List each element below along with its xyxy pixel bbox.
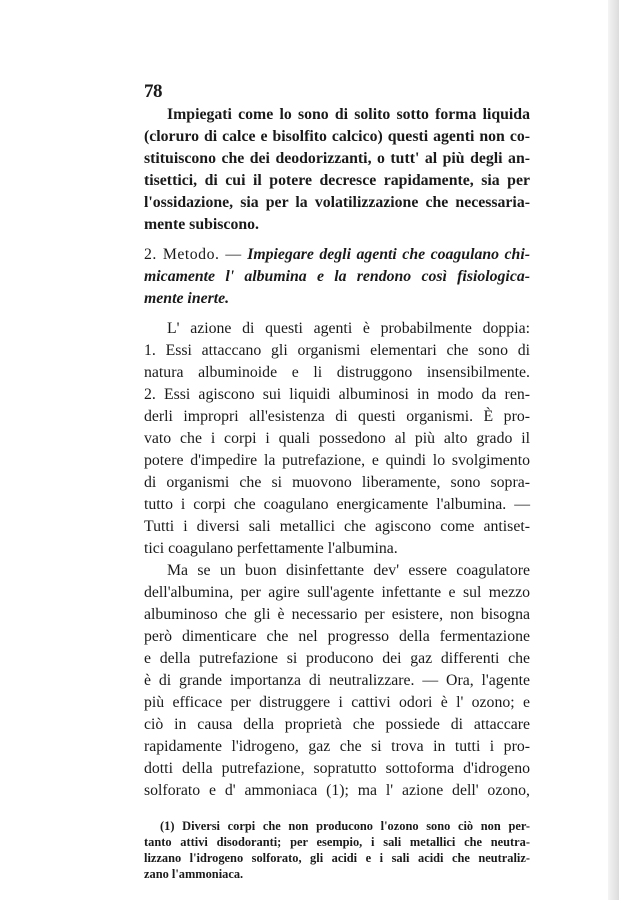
paragraph3-line: dotti della putrefazione, sopratutto sottoforma d'idrogeno bbox=[144, 760, 530, 777]
method-line bbox=[144, 244, 530, 266]
paragraph2-line: Tutti i diversi sali metallici che agiscono come antiset- bbox=[144, 518, 530, 535]
paragraph2-line: potere d'impedire la putrefazione, e quindi lo svolgimento bbox=[144, 452, 530, 469]
paragraph3-line: ciò in causa della proprietà che possiede di attaccare bbox=[144, 716, 530, 733]
page-edge-shadow bbox=[608, 0, 619, 900]
paragraph2-line: natura albuminoide e li distruggono insensibilmente. bbox=[144, 364, 530, 381]
paragraph1-line: Impiegati come lo sono di solito sotto forma liquida bbox=[167, 106, 530, 123]
paragraph3-line: dell'albumina, per agire sull'agente infettante e sul mezzo bbox=[144, 584, 530, 601]
paragraph2-line: derli impropri all'esistenza di questi organismi. È pro- bbox=[144, 408, 530, 425]
paragraph2-line: 2. Essi agiscono sui liquidi albuminosi in modo da ren- bbox=[144, 386, 530, 403]
paragraph1-line: (cloruro di calce e bisolfito calcico) questi agenti non co- bbox=[144, 128, 530, 145]
paragraph3-line: Ma se un buon disinfettante dev' essere coagulatore bbox=[167, 562, 530, 579]
paragraph3-line: più efficace per distruggere i cattivi odori è l' ozono; e bbox=[144, 694, 530, 711]
paragraph2-line: L' azione di questi agenti è probabilmente doppia: bbox=[167, 320, 530, 337]
paragraph1-line: mente subiscono. bbox=[144, 216, 259, 233]
paragraph2-line: di organismi che si muovono liberamente, sono sopra- bbox=[144, 474, 530, 491]
paragraph3-line: albuminoso che gli è necessario per esistere, non bisogna bbox=[144, 606, 530, 623]
paragraph3-line: è di grande importanza di neutralizzare. — Ora, l'agente bbox=[144, 672, 530, 689]
method-label: 2. Metodo. — bbox=[144, 246, 242, 263]
footnote-line: zano l'ammoniaca. bbox=[144, 867, 244, 881]
paragraph2-line: tutto i corpi che coagulano energicamente l'albumina. — bbox=[144, 496, 530, 513]
paragraph3-line: però dimenticare che nel progresso della fermentazione bbox=[144, 628, 530, 645]
page-number: 78 bbox=[144, 81, 162, 102]
paragraph1-line: l'ossidazione, sia per la volatilizzazione che necessaria- bbox=[144, 194, 530, 211]
footnote-line: (1) Diversi corpi che non producono l'ozono sono ciò non per- bbox=[160, 819, 530, 833]
paragraph2-line: tici coagulano perfettamente l'albumina. bbox=[144, 540, 398, 557]
paragraph3-line: solforato e d' ammoniaca (1); ma l' azione dell' ozono, bbox=[144, 782, 530, 799]
method-line: micamente l' albumina e la rendono così fisiologica- bbox=[144, 268, 530, 285]
footnote-line: tanto attivi disodoranti; per esempio, i sali metallici che neutra- bbox=[144, 835, 530, 849]
paragraph3-line: rapidamente l'idrogeno, gaz che si trova in tutti i pro- bbox=[144, 738, 530, 755]
paragraph2-line: vato che i corpi i quali possedono al più alto grado il bbox=[144, 430, 530, 447]
footnote-line: lizzano l'idrogeno solforato, gli acidi e i sali acidi che neutraliz- bbox=[144, 851, 530, 865]
paragraph3-line: e della putrefazione si producono dei gaz differenti che bbox=[144, 650, 530, 667]
method-line: mente inerte. bbox=[144, 290, 230, 307]
paragraph2-line: 1. Essi attaccano gli organismi elementari che sono di bbox=[144, 342, 530, 359]
paragraph1-line: stituiscono che dei deodorizzanti, o tutt' al più degli an- bbox=[144, 150, 530, 167]
method-text: Impiegare degli agenti che coagulano chi- bbox=[247, 246, 530, 263]
paragraph1-line: tisettici, di cui il potere decresce rapidamente, sia per bbox=[144, 172, 530, 189]
